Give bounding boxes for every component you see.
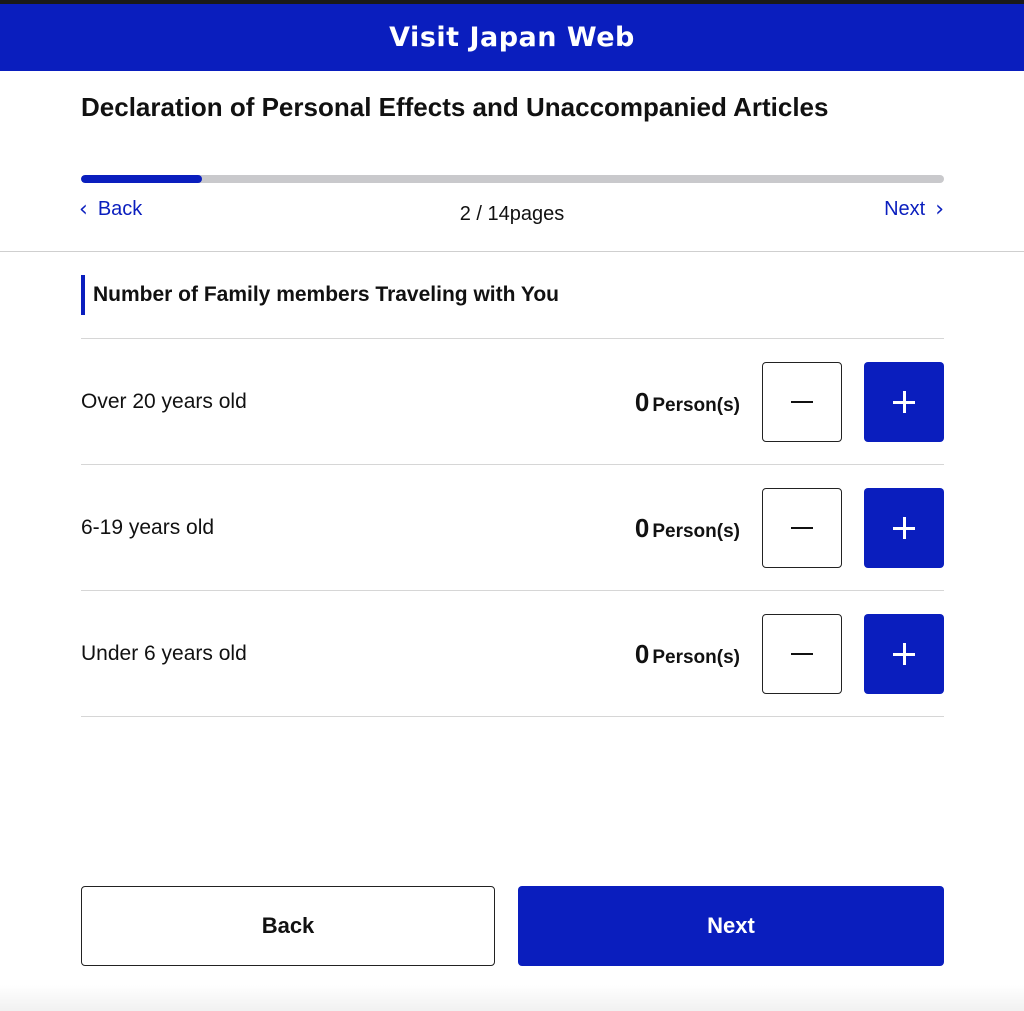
page-indicator: 2 / 14pages xyxy=(459,203,565,225)
progress-bar xyxy=(81,175,944,183)
app-header xyxy=(0,4,1024,71)
family-row-6-19 xyxy=(81,488,944,568)
count-value: 0 xyxy=(634,638,650,669)
row-label: Under 6 years old xyxy=(81,642,247,665)
plus-icon xyxy=(893,391,915,413)
progress-fill xyxy=(81,175,202,183)
plus-icon xyxy=(893,643,915,665)
row-divider xyxy=(81,716,944,717)
nav-back-label: Back xyxy=(97,198,143,220)
increment-button[interactable] xyxy=(864,614,944,694)
count-unit: Person(s) xyxy=(652,394,740,416)
row-divider xyxy=(81,590,944,591)
count-unit: Person(s) xyxy=(652,646,740,668)
person-count xyxy=(635,387,740,418)
chevron-left-icon: ‹ xyxy=(79,196,88,222)
row-divider xyxy=(81,464,944,465)
next-button[interactable]: Next xyxy=(518,886,944,966)
section-heading xyxy=(81,275,559,315)
minus-icon xyxy=(791,653,813,656)
count-value: 0 xyxy=(634,512,650,543)
family-row-over-20 xyxy=(81,362,944,442)
decrement-button[interactable] xyxy=(762,362,842,442)
row-label: Over 20 years old xyxy=(81,390,247,413)
person-count xyxy=(635,513,740,544)
increment-button[interactable] xyxy=(864,488,944,568)
header-divider xyxy=(0,251,1024,252)
app-title: Visit Japan Web xyxy=(389,22,635,53)
section-title: Number of Family members Traveling with You xyxy=(93,283,559,306)
increment-button[interactable] xyxy=(864,362,944,442)
minus-icon xyxy=(791,401,813,404)
chevron-right-icon: › xyxy=(935,196,944,222)
count-unit: Person(s) xyxy=(652,520,740,542)
family-row-under-6 xyxy=(81,614,944,694)
bottom-fade xyxy=(0,985,1024,1011)
section-accent-bar xyxy=(81,275,85,315)
decrement-button[interactable] xyxy=(762,614,842,694)
minus-icon xyxy=(791,527,813,530)
plus-icon xyxy=(893,517,915,539)
person-count xyxy=(635,639,740,670)
count-value: 0 xyxy=(634,386,650,417)
row-label: 6-19 years old xyxy=(81,516,215,539)
page-title: Declaration of Personal Effects and Unaccompanied Articles xyxy=(81,92,829,122)
nav-next-link[interactable] xyxy=(884,198,944,221)
back-button[interactable]: Back xyxy=(81,886,495,966)
row-divider xyxy=(81,338,944,339)
nav-next-label: Next xyxy=(884,198,926,220)
decrement-button[interactable] xyxy=(762,488,842,568)
